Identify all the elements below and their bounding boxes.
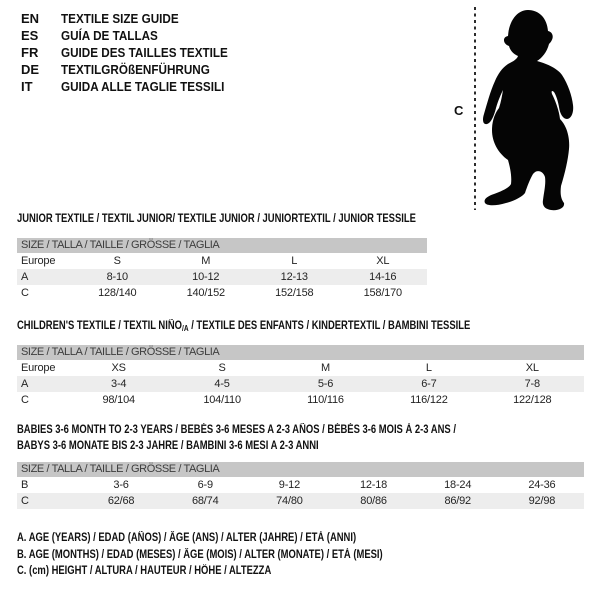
size-bar: SIZE / TALLA / TAILLE / GRÖSSE / TAGLIA [17,345,584,360]
language-code: DE [21,62,40,77]
language-row-es [21,27,246,44]
language-title: TEXTILGRÖßENFÜHRUNG [61,62,210,77]
row-label: Europe [21,362,56,374]
language-code: ES [21,28,39,43]
size-cell: 98/104 [102,394,135,406]
size-cell: 152/158 [275,287,314,299]
language-title: GUÍA DE TALLAS [61,28,158,43]
row-label: C [21,287,29,299]
size-cell: S [218,362,226,374]
legend-text: C. (cm) HEIGHT / ALTURA / HAUTEUR / HÖHE / ALTEZZA [17,565,272,577]
language-row-it [21,78,246,95]
language-code: FR [21,45,39,60]
junior-table-grid [17,253,427,301]
language-title: GUIDA ALLE TAGLIE TESSILI [61,79,225,94]
children-heading-post: / TEXTILE DES ENFANTS / KINDERTEXTIL / BAMBINI TESSILE [188,320,471,332]
size-cell: 10-12 [162,269,251,285]
size-cell: 140/152 [186,287,225,299]
size-cell: 7-8 [481,376,584,392]
legend [17,530,463,580]
size-cell: 104/110 [203,394,241,406]
table-row-months [17,477,584,493]
size-cell: 4-5 [170,376,273,392]
language-list [21,10,246,95]
babies-heading-line2: BABYS 3-6 MONATE BIS 2-3 JAHRE / BAMBINI 3-6 MESI A 2-3 ANNI [17,440,319,452]
size-cell: 12-18 [359,479,388,491]
size-cell: 12-13 [250,269,339,285]
size-cell: 6-9 [197,479,213,491]
children-heading-text [17,318,470,337]
size-cell: M [201,255,211,267]
size-cell: XS [111,362,126,374]
language-title: GUIDE DES TAILLES TEXTILE [61,45,228,60]
size-cell: 6-7 [377,376,480,392]
legend-text: B. AGE (MONTHS) / EDAD (MESES) / ÂGE (MOIS) / ALTER (MONATE) / ETÀ (MESI) [17,548,383,561]
size-cell: 14-16 [339,269,428,285]
table-row-height [17,392,584,408]
language-row-en [21,10,246,27]
size-bar: SIZE / TALLA / TAILLE / GRÖSSE / TAGLIA [17,462,584,477]
baby-silhouette-icon [482,7,594,213]
table-row-height [17,285,427,301]
children-size-table [17,345,584,408]
row-label: A [17,376,67,392]
legend-text: A. AGE (YEARS) / EDAD (AÑOS) / ÂGE (ANS) / ALTER (JAHRE) / ETÀ (ANNI) [17,532,357,544]
size-cell: 86/92 [416,493,500,509]
size-cell: 80/86 [331,493,415,509]
legend-line-a [17,530,463,547]
size-cell: 158/170 [363,287,402,299]
size-cell: 122/128 [513,394,552,406]
size-cell: 110/116 [307,394,344,406]
babies-heading-line1: BABIES 3-6 MONTH TO 2-3 YEARS / BEBÉS 3-6 MESES A 2-3 AÑOS / BÉBÉS 3-6 MOIS À 2-3 ANS / [17,424,456,436]
size-cell: 68/74 [163,493,247,509]
language-row-fr [21,44,246,61]
children-section-heading [17,318,570,337]
size-cell: XL [376,255,390,267]
size-cell: 8-10 [73,269,162,285]
junior-heading-text: JUNIOR TEXTILE / TEXTIL JUNIOR/ TEXTILE JUNIOR / JUNIORTEXTIL / JUNIOR TESSILE [17,213,416,225]
size-cell: 5-6 [274,376,377,392]
height-marker-label: C [454,103,464,118]
size-cell: 3-4 [67,376,170,392]
size-cell: 9-12 [278,479,300,491]
size-cell: S [113,255,121,267]
language-code: EN [21,11,40,26]
language-row-de [21,61,246,78]
size-cell: 74/80 [247,493,331,509]
height-dotted-line [474,7,476,210]
size-cell: 3-6 [113,479,129,491]
table-row-europe [17,360,584,376]
size-cell: 92/98 [500,493,584,509]
size-bar: SIZE / TALLA / TAILLE / GRÖSSE / TAGLIA [17,238,427,253]
table-row-height [17,493,584,509]
row-label: B [21,479,29,491]
junior-size-table [17,238,427,301]
size-cell: M [320,362,330,374]
children-heading-subscript: /A [182,324,189,333]
size-cell: L [291,255,298,267]
row-label: C [21,394,29,406]
babies-table-grid [17,477,584,509]
table-row-europe [17,253,427,269]
size-cell: 116/122 [410,394,448,406]
size-cell: XL [525,362,539,374]
junior-section-heading [17,211,503,227]
row-label: C [17,493,79,509]
children-table-grid [17,360,584,408]
size-cell: L [425,362,432,374]
table-row-age [17,269,427,285]
size-cell: 18-24 [444,479,472,491]
table-row-age [17,376,584,392]
language-title: TEXTILE SIZE GUIDE [61,11,179,26]
legend-line-c [17,563,463,580]
size-cell: 62/68 [79,493,163,509]
babies-section-heading [17,422,552,454]
legend-line-b [17,547,463,564]
size-cell: 24-36 [528,479,556,491]
children-heading-pre: CHILDREN'S TEXTILE / TEXTIL NIÑO [17,320,183,332]
row-label: A [17,269,73,285]
size-cell: 128/140 [98,287,137,299]
row-label: Europe [21,255,56,267]
babies-size-table [17,462,584,509]
language-code: IT [21,79,33,94]
